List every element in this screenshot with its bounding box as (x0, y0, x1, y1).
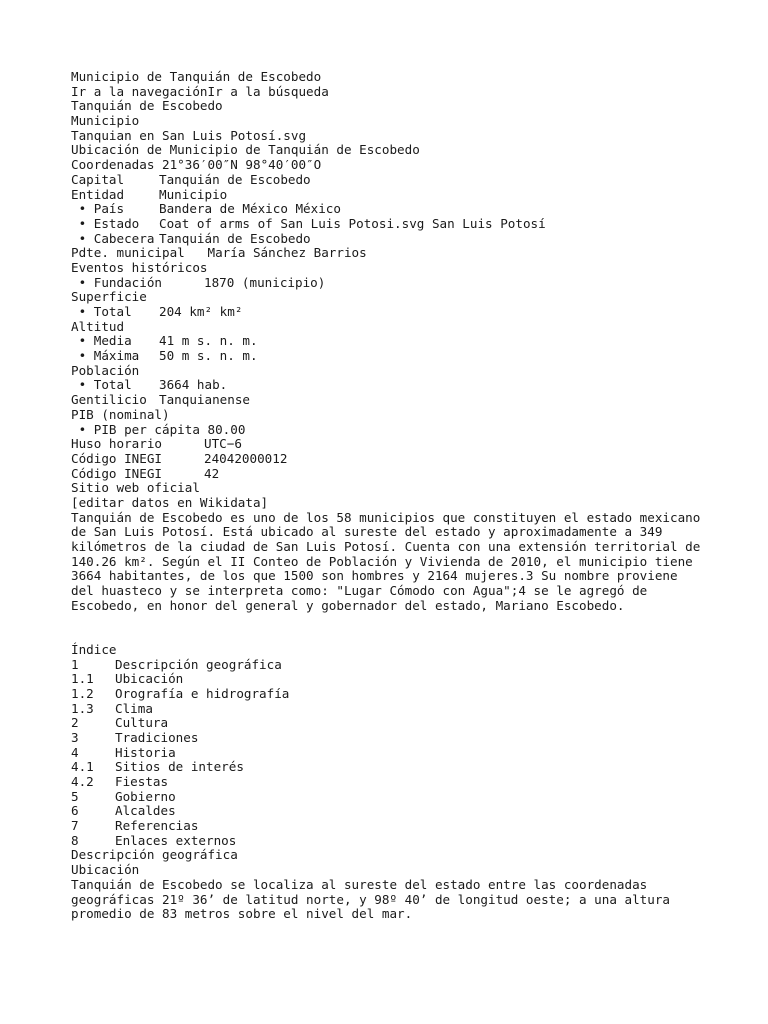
intro-line: de San Luis Potosí. Está ubicado al sureste del estado y aproximadamente a 349 (71, 524, 663, 540)
intro-line: 140.26 km². Según el II Conteo de Población y Vivienda de 2010, el municipio tiene (71, 553, 693, 569)
timezone-link[interactable]: UTC−6 (204, 436, 242, 452)
state-link[interactable]: Coat of arms of San Luis Potosi.svg San Luis Potosí (159, 215, 546, 231)
toc-item[interactable] (71, 702, 711, 717)
toc-item[interactable] (71, 834, 711, 849)
toc-number: 6 (71, 803, 79, 819)
toc-item[interactable] (71, 687, 711, 702)
toc-item[interactable] (71, 790, 711, 805)
skip-to-navigation-link[interactable]: Ir a la navegación (71, 83, 208, 99)
toc-item[interactable] (71, 760, 711, 775)
intro-line: del huasteco y se interpreta como: "Lugar Cómodo con Agua";4 se le agregó de (71, 583, 648, 599)
section-geography (71, 848, 711, 921)
toc-item[interactable] (71, 819, 711, 834)
coordinates-label: Coordenadas (71, 157, 155, 173)
altitude-mean-label: • Media (71, 333, 132, 349)
infobox-map-image[interactable]: Tanquian en San Luis Potosí.svg (71, 127, 307, 143)
intro-line: Tanquián de Escobedo es uno de los 58 municipios que constituyen el estado mexicano (71, 509, 701, 525)
toc-label: Alcaldes (115, 803, 176, 819)
population-total-label: • Total (71, 377, 132, 393)
spacer (71, 613, 711, 642)
toc-number: 1.3 (71, 700, 94, 716)
gdp-per-capita-value: 80.00 (207, 421, 246, 437)
toc-item[interactable] (71, 746, 711, 761)
toc-label: Referencias (115, 818, 199, 834)
toc-item[interactable] (71, 775, 711, 790)
infobox-row-timezone (71, 437, 711, 452)
toc-number: 4.2 (71, 774, 94, 790)
capital-link[interactable]: Tanquián de Escobedo (159, 171, 311, 187)
infobox-row-area-total (71, 305, 711, 320)
toc-item[interactable] (71, 716, 711, 731)
infobox-row-founding (71, 276, 711, 291)
mayor-value: María Sánchez Barrios (207, 245, 367, 261)
toc-title: Índice (71, 641, 117, 657)
toc-item[interactable] (71, 731, 711, 746)
toc-number: 4.1 (71, 759, 94, 775)
intro-line: 3664 habitantes, de los que 1500 son hombres y 2164 mujeres.3 Su nombre proviene (71, 568, 678, 584)
toc-number: 3 (71, 729, 79, 745)
toc-number: 5 (71, 788, 79, 804)
infobox-section-area: Superficie (71, 289, 147, 305)
toc-label: Fiestas (115, 774, 169, 790)
section-heading: Descripción geográfica (71, 847, 238, 863)
capital-label: Capital (71, 171, 125, 187)
gdp-per-capita-label: • PIB per cápita (71, 421, 200, 437)
toc-number: 2 (71, 715, 79, 731)
infobox-row-capital (71, 173, 711, 188)
toc-number: 1.1 (71, 671, 94, 687)
population-total-value: 3664 hab. (159, 377, 228, 393)
inegi-code-2-value: 42 (204, 465, 220, 481)
infobox-row-mayor (71, 246, 711, 261)
toc-label: Ubicación (115, 671, 184, 687)
toc-item[interactable] (71, 658, 711, 673)
inegi-code-value: 24042000012 (204, 450, 288, 466)
toc-label: Gobierno (115, 788, 176, 804)
area-total-label: • Total (71, 304, 132, 319)
section-line: promedio de 83 metros sobre el nivel del mar. (71, 906, 413, 922)
founding-value: 1870 (municipio) (204, 274, 326, 290)
toc-item[interactable] (71, 804, 711, 819)
toc-number: 7 (71, 818, 79, 834)
table-of-contents (71, 643, 711, 849)
toc-label: Clima (115, 700, 153, 716)
timezone-label: Huso horario (71, 436, 162, 452)
edit-wikidata-link[interactable]: [editar datos en Wikidata] (71, 494, 269, 510)
toc-item[interactable] (71, 672, 711, 687)
section-subheading: Ubicación (71, 862, 140, 878)
toc-label: Enlaces externos (115, 832, 237, 848)
infobox-section-gdp: PIB (nominal) (71, 406, 170, 422)
skip-links (71, 85, 711, 100)
toc-label: Historia (115, 744, 176, 760)
coordinates-link[interactable]: 21°36′00″N 98°40′00″O (162, 157, 322, 173)
infobox (71, 99, 711, 510)
seat-label: • Cabecera (71, 230, 155, 246)
infobox-section-history: Eventos históricos (71, 259, 208, 275)
altitude-mean-value: 41 m s. n. m. (159, 333, 258, 349)
infobox-row-inegi-code-2 (71, 467, 711, 482)
inegi-code-label: Código INEGI (71, 450, 162, 466)
demonym-value: Tanquianense (159, 392, 250, 408)
infobox-row-demonym (71, 393, 711, 408)
mayor-label: Pdte. municipal (71, 245, 185, 261)
toc-label: Cultura (115, 715, 169, 731)
country-label: • País (71, 201, 125, 217)
demonym-label: Gentilicio (71, 392, 147, 408)
infobox-row-seat (71, 232, 711, 247)
intro-paragraph (71, 511, 711, 614)
section-line: geográficas 21º 36’ de latitud norte, y 98º 40’ de longitud oeste; a una altura (71, 891, 670, 907)
infobox-row-population-total (71, 378, 711, 393)
altitude-max-label: • Máxima (71, 348, 140, 364)
infobox-row-state (71, 217, 711, 232)
infobox-row-altitude-mean (71, 334, 711, 349)
toc-label: Descripción geográfica (115, 656, 282, 672)
infobox-row-inegi-code (71, 452, 711, 467)
toc-label: Tradiciones (115, 729, 199, 745)
page-title: Municipio de Tanquián de Escobedo (71, 69, 322, 84)
skip-to-search-link[interactable]: Ir a la búsqueda (207, 83, 329, 99)
toc-number: 8 (71, 832, 79, 848)
infobox-section-altitude: Altitud (71, 318, 125, 334)
infobox-type: Municipio (71, 113, 140, 129)
entity-label: Entidad (71, 186, 125, 202)
toc-number: 1.2 (71, 685, 94, 701)
infobox-row-country (71, 202, 711, 217)
article-page (71, 70, 711, 922)
section-line: Tanquián de Escobedo se localiza al sureste del estado entre las coordenadas (71, 876, 648, 892)
toc-number: 1 (71, 656, 79, 672)
infobox-section-population: Población (71, 362, 140, 378)
official-website-link[interactable]: Sitio web oficial (71, 480, 200, 496)
infobox-row-altitude-max (71, 349, 711, 364)
seat-link[interactable]: Tanquián de Escobedo (159, 230, 311, 246)
entity-link[interactable]: Municipio (159, 186, 228, 202)
area-total-value: 204 km² km² (159, 304, 243, 319)
inegi-code-2-label: Código INEGI (71, 465, 162, 481)
infobox-row-coordinates (71, 158, 711, 173)
infobox-map-caption: Ubicación de Municipio de Tanquián de Escobedo (71, 142, 420, 158)
state-label: • Estado (71, 215, 140, 231)
toc-label: Orografía e hidrografía (115, 685, 290, 701)
country-link[interactable]: Bandera de México México (159, 201, 341, 217)
infobox-title: Tanquián de Escobedo (71, 98, 223, 114)
infobox-row-entity (71, 188, 711, 203)
intro-line: Escobedo, en honor del general y gobernador del estado, Mariano Escobedo. (71, 597, 625, 613)
infobox-row-gdp-per-capita (71, 423, 711, 438)
altitude-max-value: 50 m s. n. m. (159, 348, 258, 364)
intro-line: kilómetros de la ciudad de San Luis Potosí. Cuenta con una extensión territorial de (71, 539, 701, 554)
toc-number: 4 (71, 744, 79, 760)
founding-label: • Fundación (71, 274, 162, 290)
toc-label: Sitios de interés (115, 759, 244, 775)
